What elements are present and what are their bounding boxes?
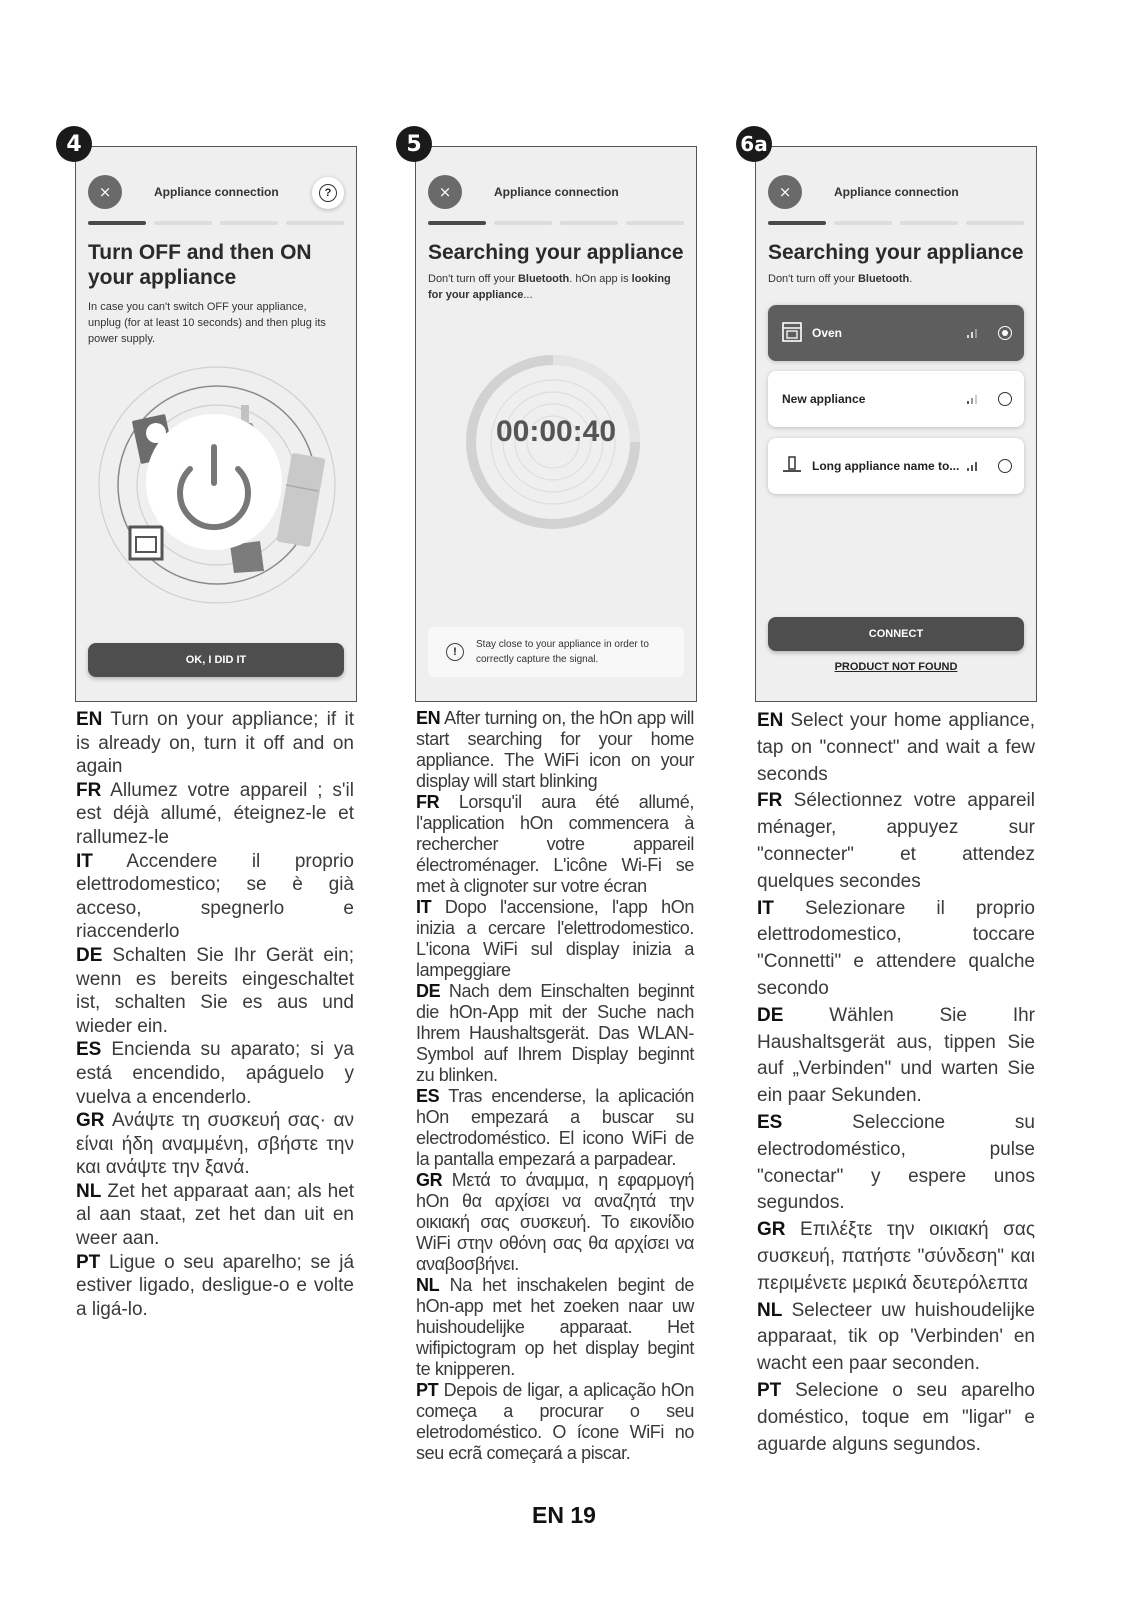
device-name: Oven bbox=[812, 326, 843, 340]
instruction-fr: FR Allumez votre appareil ; s'il est déjà allumé, éteignez-le et rallumez-le bbox=[76, 779, 354, 848]
progress-bar bbox=[428, 221, 684, 225]
close-icon: × bbox=[98, 183, 112, 201]
instruction-es: ES Tras encenderse, la aplicación hOn empezará a buscar su electrodoméstico. El icono WiFi de la pantalla empezará a parpadear. bbox=[416, 1086, 695, 1169]
progress-segment bbox=[286, 221, 344, 225]
screen-heading: Searching your appliance bbox=[428, 241, 684, 264]
ok-i-did-it-button[interactable]: OK, I DID IT bbox=[88, 643, 344, 677]
device-name: Long appliance name to... bbox=[812, 459, 960, 473]
instruction-it: IT Selezionare il proprio elettrodomestico, toccare "Connetti" e attendere qualche secondo bbox=[757, 897, 1035, 999]
page-number: EN 19 bbox=[532, 1502, 596, 1528]
step-badge-5: 5 bbox=[396, 126, 432, 162]
instruction-nl: NL Zet het apparaat aan; als het al aan staat, zet het dan uit en weer aan. bbox=[76, 1180, 355, 1250]
signal-icon bbox=[966, 325, 980, 339]
phone-screen-step-6a bbox=[755, 146, 1037, 702]
instruction-de: DE Schalten Sie Ihr Gerät ein; wenn es bereits eingeschaltet ist, schalten Sie es aus und wieder ein. bbox=[76, 944, 355, 1037]
progress-segment bbox=[768, 221, 826, 225]
screen-heading: Searching your appliance bbox=[768, 241, 1024, 264]
notice-text: Stay close to your appliance in order to correctly capture the signal. bbox=[476, 639, 649, 665]
close-icon: × bbox=[778, 183, 792, 201]
signal-icon bbox=[966, 391, 980, 405]
instruction-nl: NL Na het inschakelen begint de hOn-app met het zoeken naar uw huishoudelijke apparaat. Het wifipictogram op het display begint te knipperen. bbox=[416, 1275, 694, 1379]
screen-title: Appliance connection bbox=[154, 185, 279, 199]
step-badge-4: 4 bbox=[56, 126, 92, 162]
instruction-en: EN Turn on your appliance; if it is already on, turn it off and on again bbox=[76, 709, 354, 778]
radio-unselected[interactable] bbox=[998, 459, 1012, 473]
help-icon: ? bbox=[319, 184, 337, 202]
progress-segment bbox=[560, 221, 618, 225]
progress-segment bbox=[494, 221, 552, 225]
screen-subtitle: Don't turn off your Bluetooth. bbox=[768, 273, 913, 285]
instructions-step-6a bbox=[757, 708, 1035, 1458]
progress-segment bbox=[900, 221, 958, 225]
close-button[interactable] bbox=[428, 175, 462, 209]
instruction-de: DE Wählen Sie Ihr Haushaltsgerät aus, tippen Sie auf „Verbinden" und warten Sie ein paar Sekunden. bbox=[757, 1004, 1035, 1107]
close-button[interactable] bbox=[768, 175, 802, 209]
progress-segment bbox=[428, 221, 486, 225]
screen-subtitle: Don't turn off your Bluetooth. hOn app is looking for your appliance... bbox=[428, 273, 671, 301]
instruction-gr: GR Μετά το άναμμα, η εφαρμογή hOn θα αρχίσει να αναζητά την οικιακή σας συσκευή. Το εικονίδιο WiFi στην οθόνη σας θα αρχίσει να αναβοσβήνει. bbox=[416, 1170, 694, 1274]
device-name: New appliance bbox=[782, 392, 866, 406]
screen-title: Appliance connection bbox=[834, 185, 959, 199]
instruction-es: ES Encienda su aparato; si ya está encendido, apáguelo y vuelva a encenderlo. bbox=[76, 1039, 354, 1108]
instruction-it: IT Dopo l'accensione, l'app hOn inizia a cercare l'elettrodomestico. L'icona WiFi sul display inizia a lampeggiare bbox=[416, 897, 695, 980]
screen-title: Appliance connection bbox=[494, 185, 619, 199]
close-button[interactable] bbox=[88, 175, 122, 209]
instruction-pt: PT Ligue o seu aparelho; se já estiver ligado, desligue-o e volte a ligá-lo. bbox=[76, 1251, 355, 1320]
power-illustration bbox=[88, 357, 346, 615]
connect-button[interactable]: CONNECT bbox=[768, 617, 1024, 651]
step-badge-6a: 6a bbox=[736, 126, 772, 162]
device-item-oven[interactable] bbox=[768, 305, 1024, 361]
progress-bar bbox=[88, 221, 344, 225]
radio-unselected[interactable] bbox=[998, 392, 1012, 406]
phone-screen-step-4 bbox=[75, 146, 357, 702]
signal-icon bbox=[966, 458, 980, 472]
phone-screen-step-5 bbox=[415, 146, 697, 702]
instruction-fr: FR Lorsqu'il aura été allumé, l'application hOn commencera à rechercher votre appareil électroménager. L'icône Wi-Fi se met à clignoter sur votre écran bbox=[416, 792, 694, 896]
instruction-nl: NL Selecteer uw huishoudelijke apparaat, tik op 'Verbinden' en wacht een paar seconden. bbox=[757, 1299, 1035, 1375]
instructions-step-4 bbox=[76, 708, 354, 1321]
progress-segment bbox=[966, 221, 1024, 225]
device-item-long-name[interactable] bbox=[768, 438, 1024, 494]
signal-notice bbox=[428, 627, 684, 677]
help-button[interactable] bbox=[312, 177, 344, 209]
progress-segment bbox=[88, 221, 146, 225]
hood-icon bbox=[781, 454, 803, 476]
instruction-en: EN After turning on, the hOn app will start searching for your home appliance. The WiFi icon on your display will start blinking bbox=[416, 708, 694, 791]
instruction-pt: PT Depois de ligar, a aplicação hOn começa a procurar o seu eletrodoméstico. O ícone WiFi no seu ecrã começará a piscar. bbox=[416, 1380, 694, 1463]
screen-heading: Turn OFF and then ON your appliance bbox=[88, 241, 312, 289]
progress-segment bbox=[626, 221, 684, 225]
instruction-it: IT Accendere il proprio elettrodomestico; se è già acceso, spegnerlo e riaccenderlo bbox=[76, 850, 354, 943]
instructions-step-5 bbox=[416, 708, 694, 1464]
instruction-fr: FR Sélectionnez votre appareil ménager, appuyez sur "connecter" et attendez quelques secondes bbox=[757, 790, 1035, 892]
product-not-found-link[interactable]: PRODUCT NOT FOUND bbox=[834, 661, 958, 673]
instruction-de: DE Nach dem Einschalten beginnt die hOn-App mit der Suche nach Ihrem Haushaltsgerät. Das WLAN-Symbol auf Ihrem Display beginnt zu blinken. bbox=[416, 981, 694, 1085]
fridge-icon bbox=[276, 453, 325, 548]
instruction-pt: PT Selecione o seu aparelho doméstico, toque em "ligar" e aguarde alguns segundos. bbox=[757, 1379, 1035, 1455]
progress-segment bbox=[834, 221, 892, 225]
progress-bar bbox=[768, 221, 1024, 225]
instruction-gr: GR Επιλέξτε την οικιακή σας συσκευή, πατήστε "σύνδεση" και περιμένετε μερικά δευτερόλεπτα bbox=[757, 1219, 1035, 1294]
radio-selected[interactable] bbox=[998, 326, 1012, 340]
info-icon: ! bbox=[446, 643, 464, 661]
countdown-timer: 00:00:40 bbox=[495, 415, 617, 448]
progress-segment bbox=[220, 221, 278, 225]
instruction-es: ES Seleccione su electrodoméstico, pulse "conectar" y espere unos segundos. bbox=[757, 1111, 1035, 1214]
close-icon: × bbox=[438, 183, 452, 201]
screen-subtitle: In case you can't switch OFF your appliance, unplug (for at least 10 seconds) and then plug its power supply. bbox=[88, 301, 326, 345]
instruction-en: EN Select your home appliance, tap on "connect" and wait a few seconds bbox=[757, 710, 1035, 785]
device-item-new-appliance[interactable] bbox=[768, 371, 1024, 427]
progress-segment bbox=[154, 221, 212, 225]
oven-icon bbox=[781, 321, 803, 343]
instruction-gr: GR Ανάψτε τη συσκευή σας· αν είναι ήδη αναμμένη, σβήστε την και ανάψτε την ξανά. bbox=[76, 1110, 354, 1179]
oven-icon bbox=[130, 527, 162, 559]
